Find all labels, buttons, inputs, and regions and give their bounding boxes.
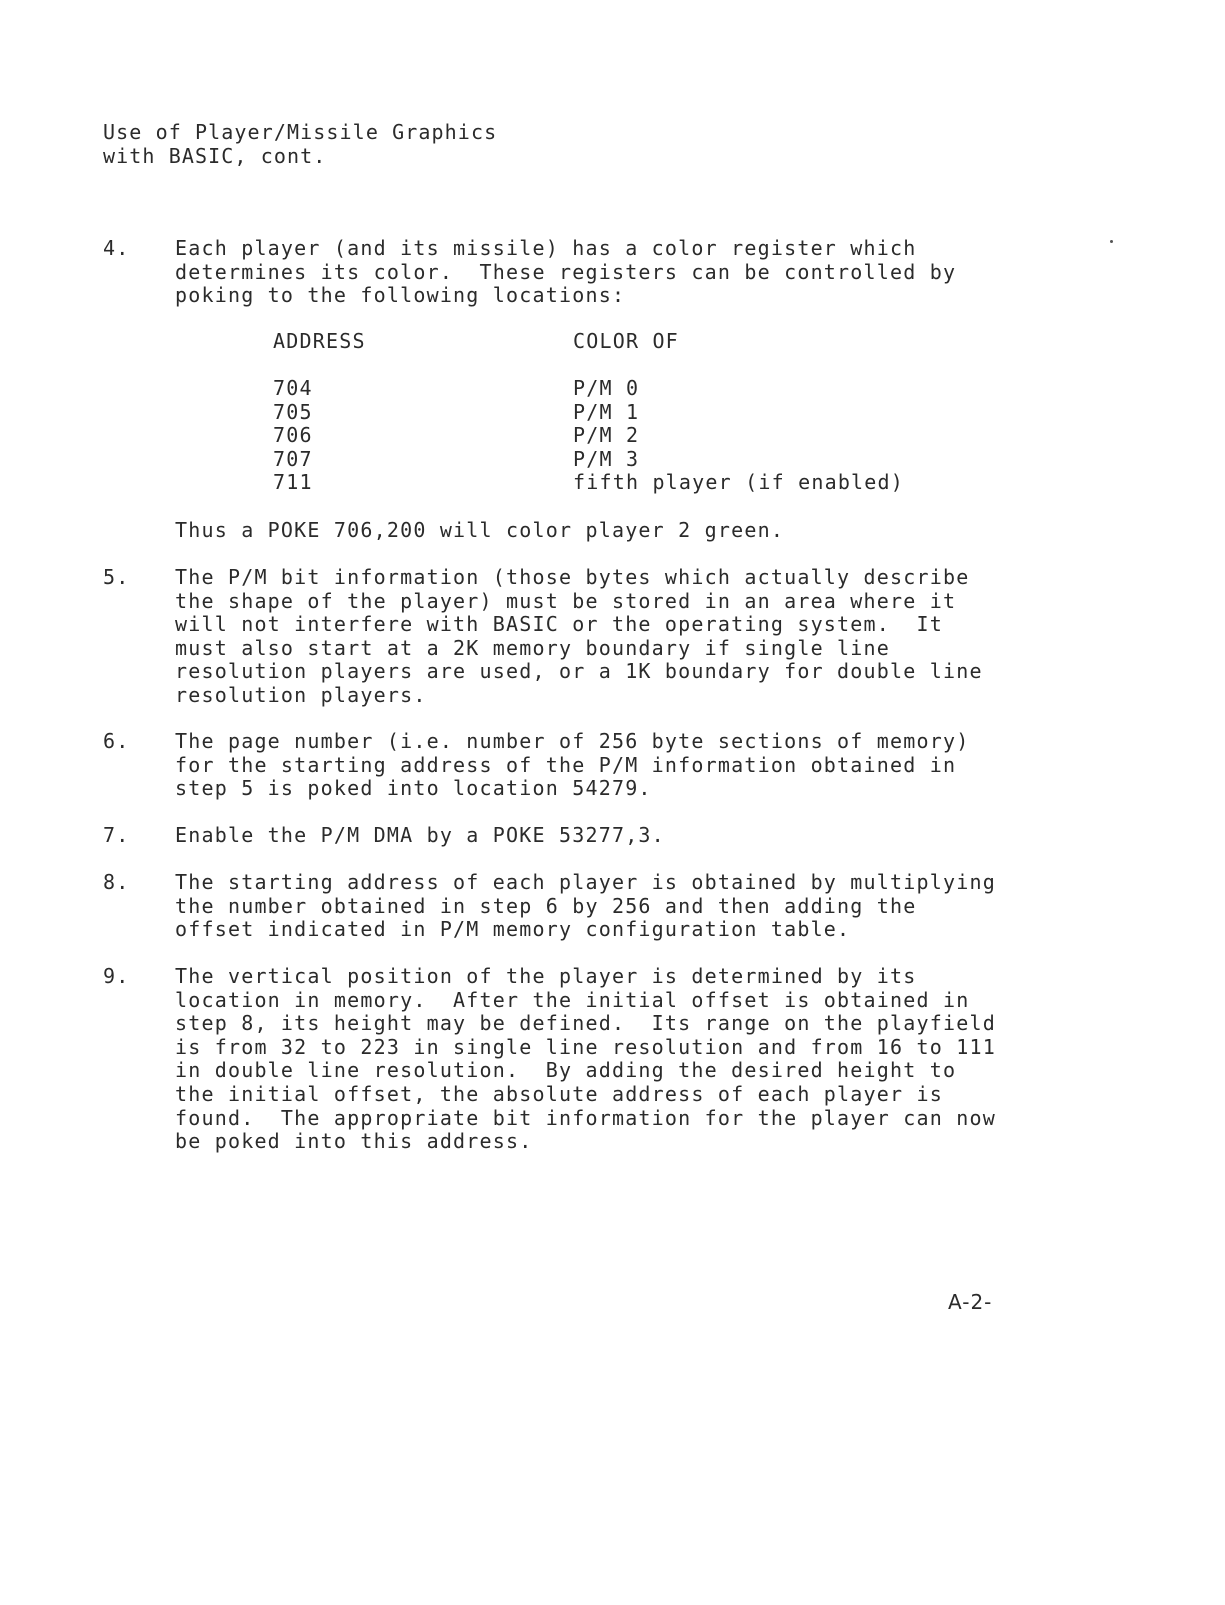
text-line: poking to the following locations: [175, 283, 626, 308]
text-line: Enable the P/M DMA by a POKE 53277,3. [175, 823, 665, 847]
item-text [175, 730, 1125, 801]
address-cell: 704 [273, 376, 313, 400]
item-text [175, 237, 1125, 308]
text-line: be poked into this address. [175, 1129, 533, 1154]
text-line: offset indicated in P/M memory configuration table. [175, 917, 851, 942]
text-line: The starting address of each player is obtained by multiplying [175, 870, 996, 894]
table-header-address: ADDRESS [273, 329, 366, 353]
summary-sentence: Thus a POKE 706,200 will color player 2 green. [175, 518, 785, 542]
text-line: must also start at a 2K memory boundary if single line [175, 635, 891, 660]
item-text [175, 824, 1125, 848]
text-line: location in memory. After the initial offset is obtained in [175, 987, 970, 1012]
item-text [175, 965, 1125, 1154]
text-line: The page number (i.e. number of 256 byte sections of memory) [175, 729, 970, 753]
text-line: for the starting address of the P/M information obtained in [175, 752, 957, 777]
header-line-1: Use of Player/Missile Graphics [103, 120, 498, 144]
text-line: resolution players are used, or a 1K boundary for double line [175, 659, 983, 684]
item-number: 4. [103, 236, 130, 260]
text-line: Each player (and its missile) has a color register which [175, 236, 917, 260]
table-row [273, 448, 973, 472]
text-line: The P/M bit information (those bytes which actually describe [175, 565, 970, 589]
color-cell: fifth player (if enabled) [573, 470, 905, 495]
text-line: resolution players. [175, 682, 427, 707]
table-header-color: COLOR OF [573, 329, 679, 353]
text-line: found. The appropriate bit information for the player can now [175, 1105, 996, 1130]
table-row [273, 471, 973, 495]
text-line: step 8, its height may be defined. Its range on the playfield [175, 1011, 996, 1036]
text-line: the initial offset, the absolute address of each player is [175, 1081, 943, 1106]
item-number: 7. [103, 823, 130, 847]
table-row [273, 424, 973, 448]
item-number: 5. [103, 565, 130, 589]
address-cell: 706 [273, 423, 313, 448]
header-line-2: with BASIC, cont. [103, 144, 327, 168]
text-line: will not interfere with BASIC or the operating system. It [175, 612, 943, 637]
table-row [273, 401, 973, 425]
item-number: 9. [103, 964, 130, 988]
text-line: is from 32 to 223 in single line resolution and from 16 to 111 [175, 1034, 996, 1059]
text-line: in double line resolution. By adding the desired height to [175, 1058, 957, 1083]
item-number: 8. [103, 870, 130, 894]
text-line: the number obtained in step 6 by 256 and then adding the [175, 893, 917, 918]
text-line: the shape of the player) must be stored in an area where it [175, 588, 957, 613]
text-line: determines its color. These registers can be controlled by [175, 259, 957, 284]
item-text [175, 566, 1125, 708]
table-rows [273, 377, 973, 495]
color-cell: P/M 1 [573, 399, 640, 424]
table-row [273, 377, 973, 401]
color-cell: P/M 0 [573, 376, 640, 400]
color-cell: P/M 2 [573, 423, 640, 448]
text-line: step 5 is poked into location 54279. [175, 776, 652, 801]
address-cell: 705 [273, 399, 313, 424]
text-line: The vertical position of the player is determined by its [175, 964, 917, 988]
address-cell: 707 [273, 446, 313, 471]
section-header [103, 120, 497, 168]
item-number: 6. [103, 729, 130, 753]
item-text [175, 871, 1125, 942]
page-number: A-2- [948, 1290, 993, 1314]
address-cell: 711 [273, 470, 313, 495]
color-cell: P/M 3 [573, 446, 640, 471]
